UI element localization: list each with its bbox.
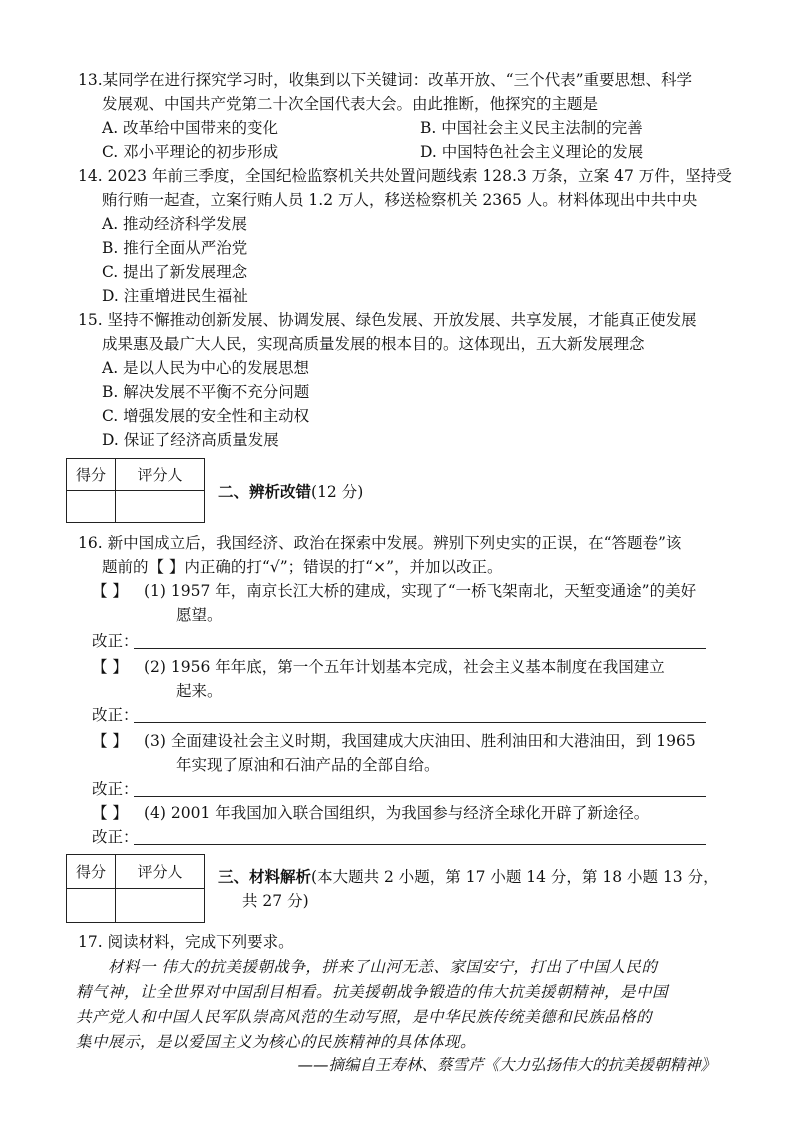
q16-s1-correct-label: 改正： [92,632,139,650]
q14-stem-line1: 14. 2023 年前三季度，全国纪检监察机关共处置问题线索 128.3 万条，立案 47 万件，坚持受 [78,167,732,185]
q16-s2-answer-line[interactable] [134,722,706,723]
grader-cell[interactable] [116,491,205,523]
q16-s1-bracket[interactable]: 【 】 [92,582,128,600]
q15-stem-line1: 15. 坚持不懈推动创新发展、协调发展、绿色发展、开放发展、共享发展，才能真正使发展 [78,311,697,329]
grader-header: 评分人 [116,855,205,889]
q16-s2-correct-label: 改正： [92,706,139,724]
q17-material1-line2: 精气神，让全世界对中国刮目相看。抗美援朝战争锻造的伟大抗美援朝精神，是中国 [76,983,669,1001]
q15-stem-line2: 成果惠及最广大人民，实现高质量发展的根本目的。这体现出，五大新发展理念 [102,335,645,353]
q16-s3-line1: (3) 全面建设社会主义时期，我国建成大庆油田、胜利油田和大港油田，到 1965 [144,732,696,750]
q16-stem-line1: 16. 新中国成立后，我国经济、政治在探索中发展。辨别下列史实的正误，在“答题卷”该 [78,534,682,552]
score-table-section3 [66,854,205,923]
section3-heading [218,866,719,888]
q14-option-d: D. 注重增进民生福祉 [102,287,248,305]
score-cell[interactable] [67,491,116,523]
q13-option-c: C. 邓小平理论的初步形成 [102,143,279,161]
q15-option-d: D. 保证了经济高质量发展 [102,431,279,449]
q17-stem: 17. 阅读材料，完成下列要求。 [78,933,294,951]
q13-option-d: D. 中国特色社会主义理论的发展 [420,143,644,161]
q13-option-b: B. 中国社会主义民主法制的完善 [420,119,643,137]
q14-option-b: B. 推行全面从严治党 [102,239,248,257]
q17-material1-line1: 材料一 伟大的抗美援朝战争，拼来了山河无恙、家国安宁，打出了中国人民的 [108,958,658,976]
q14-stem-line2: 贿行贿一起查，立案行贿人员 1.2 万人，移送检察机关 2365 人。材料体现出中共中央 [102,191,698,209]
grader-cell[interactable] [116,889,205,923]
q16-s1-answer-line[interactable] [134,648,706,649]
q15-option-a: A. 是以人民为中心的发展思想 [102,359,310,377]
q15-option-b: B. 解决发展不平衡不充分问题 [102,383,310,401]
q16-s3-correct-label: 改正： [92,780,139,798]
q14-option-c: C. 提出了新发展理念 [102,263,248,281]
q16-s4-correct-label: 改正： [92,828,139,846]
q16-s2-line2: 起来。 [176,682,223,700]
section2-heading [218,481,363,503]
grader-header: 评分人 [116,459,205,491]
q16-s4-line1: (4) 2001 年我国加入联合国组织，为我国参与经济全球化开辟了新途径。 [144,804,650,822]
q16-s3-answer-line[interactable] [134,796,706,797]
score-header: 得分 [67,855,116,889]
q16-s2-bracket[interactable]: 【 】 [92,658,128,676]
q13-option-a: A. 改革给中国带来的变化 [102,119,279,137]
q14-option-a: A. 推动经济科学发展 [102,215,248,233]
score-header: 得分 [67,459,116,491]
q17-material1-line4: 集中展示，是以爱国主义为核心的民族精神的具体体现。 [76,1033,477,1051]
section2-title: 二、辨析改错 [218,482,312,501]
q17-material1-line3: 共产党人和中国人民军队崇高风范的生动写照，是中华民族传统美德和民族品格的 [76,1008,653,1026]
q15-option-c: C. 增强发展的安全性和主动权 [102,407,310,425]
section3-points-line1: (本大题共 2 小题，第 17 小题 14 分，第 18 小题 13 分， [311,868,719,886]
section3-points-line2: 共 27 分) [242,892,309,910]
section2-points: (12 分) [311,483,364,501]
score-cell[interactable] [67,889,116,923]
section3-title: 三、材料解析 [218,867,312,886]
q16-s1-line1: (1) 1957 年，南京长江大桥的建成，实现了“一桥飞架南北，天堑变通途”的美好 [144,582,697,600]
q16-s4-answer-line[interactable] [134,844,706,845]
q16-s3-bracket[interactable]: 【 】 [92,732,128,750]
q16-s2-line1: (2) 1956 年年底，第一个五年计划基本完成，社会主义基本制度在我国建立 [144,658,665,676]
q13-stem-line2: 发展观、中国共产党第二十次全国代表大会。由此推断，他探究的主题是 [102,95,599,113]
q16-s4-bracket[interactable]: 【 】 [92,804,128,822]
q17-material1-source: ——摘编自王寿林、蔡雪芹《大力弘扬伟大的抗美援朝精神》 [297,1056,716,1074]
score-table-section2 [66,458,205,523]
q16-s3-line2: 年实现了原油和石油产品的全部自给。 [176,756,440,774]
q16-s1-line2: 愿望。 [176,606,223,624]
q13-stem-line1: 13.某同学在进行探究学习时，收集到以下关键词：改革开放、“三个代表”重要思想、科学 [78,71,693,89]
q16-stem-line2: 题前的【 】内正确的打“√”；错误的打“×”，并加以改正。 [102,558,503,576]
